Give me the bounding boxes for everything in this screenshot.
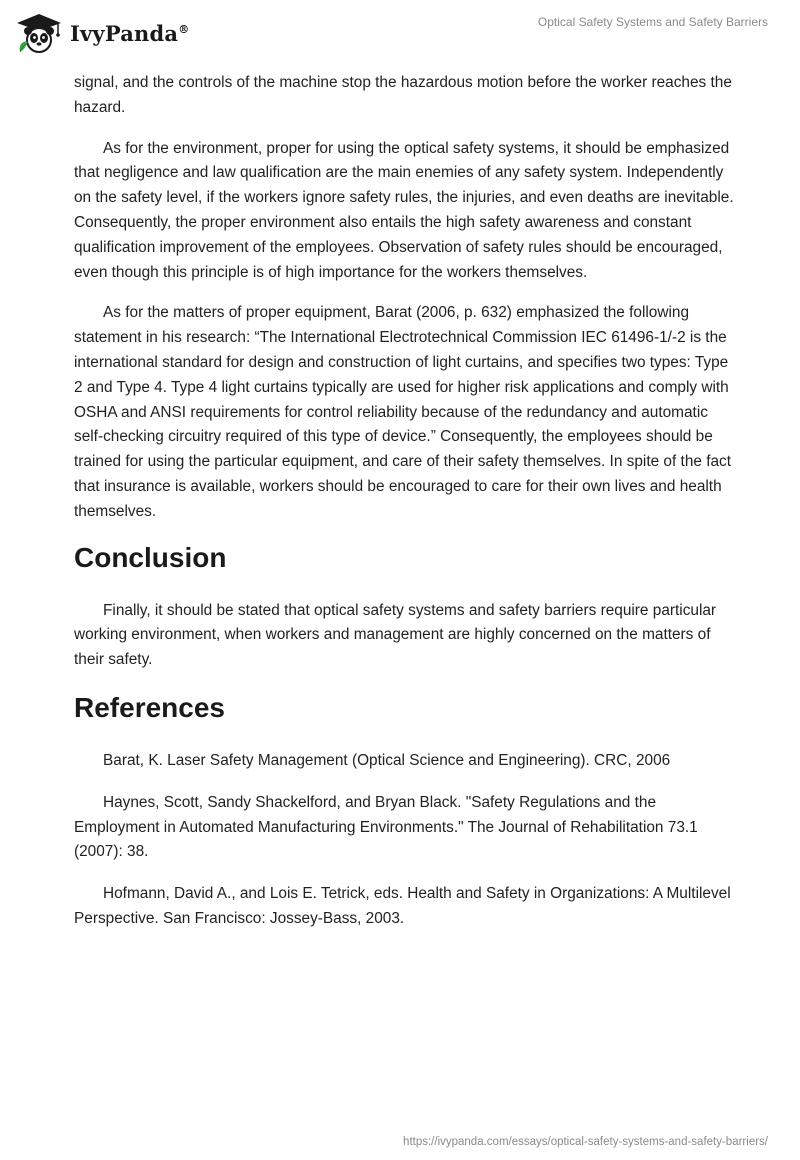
article-body bbox=[74, 71, 734, 949]
reference-item: Hofmann, David A., and Lois E. Tetrick, eds. Health and Safety in Organizations: A Multilevel Perspective. San Francisco: Jossey-Bass, 2003. bbox=[74, 885, 731, 927]
document-title: Optical Safety Systems and Safety Barriers bbox=[537, 15, 768, 29]
logo-text: IvyPanda® bbox=[70, 20, 190, 46]
page-header bbox=[0, 0, 800, 60]
panda-graduate-icon bbox=[14, 12, 64, 54]
reference-item: Barat, K. Laser Safety Management (Optical Science and Engineering). CRC, 2006 bbox=[103, 751, 671, 769]
conclusion-heading: Conclusion bbox=[74, 541, 227, 573]
conclusion-paragraph: Finally, it should be stated that optical safety systems and safety barriers require particular working environment, when workers and management are highly concerned on the matters of their safety. bbox=[74, 601, 717, 669]
registered-mark: ® bbox=[178, 22, 190, 36]
body-paragraph: As for the matters of proper equipment, Barat (2006, p. 632) emphasized the following statement in his research: “The International Electrotechnical Commission IEC 61496-1/-2 is the international standard for design and construction of light curtains, and specifies two types: Type 2 and Type 4. Type 4 light curtains typically are used for higher risk applications and comply with OSHA and ANSI requirements for control reliability because of the redundancy and automatic self-checking circuitry required of this type of device.” Consequently, the employees should be trained for using the particular equipment, and care of their safety themselves. In spite of the fact that insurance is available, workers should be encouraged to care for their own lives and health themselves. bbox=[74, 304, 732, 520]
body-paragraph: As for the environment, proper for using the optical safety systems, it should be emphasized that negligence and law qualification are the main enemies of any safety system. Independently on the safety level, if the workers ignore safety rules, the injuries, and even deaths are inevitable. Consequently, the proper environment also entails the high safety awareness and constant qualification improvement of the employees. Observation of safety rules should be encouraged, even though this principle is of high importance for the workers themselves. bbox=[74, 139, 734, 281]
ivypanda-logo[interactable] bbox=[14, 8, 189, 58]
body-paragraph: signal, and the controls of the machine stop the hazardous motion before the worker reaches the hazard. bbox=[74, 74, 732, 116]
reference-item: Haynes, Scott, Sandy Shackelford, and Bryan Black. "Safety Regulations and the Employment in Automated Manufacturing Environments." The Journal of Rehabilitation 73.1 (2007): 38. bbox=[74, 793, 698, 861]
source-url[interactable]: https://ivypanda.com/essays/optical-safety-systems-and-safety-barriers/ bbox=[403, 1136, 768, 1148]
references-heading: References bbox=[74, 691, 225, 723]
